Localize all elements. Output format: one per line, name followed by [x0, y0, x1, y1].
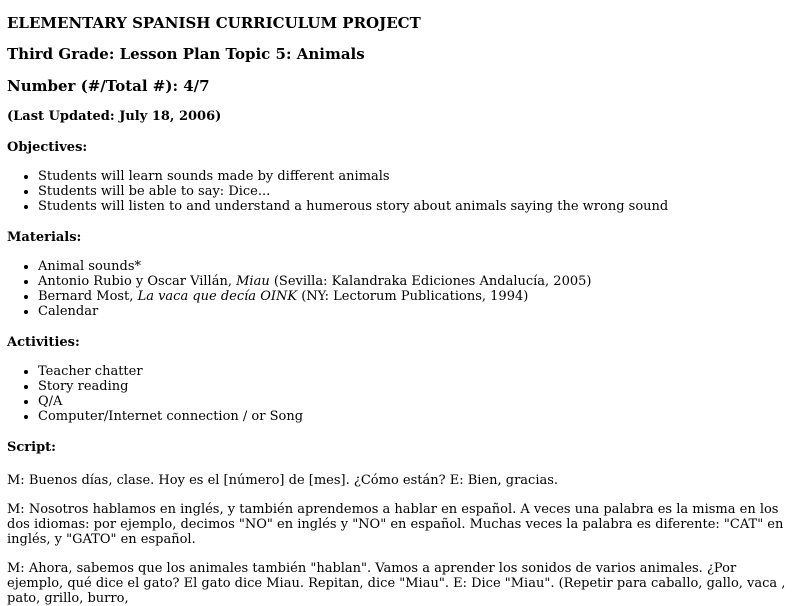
- activities-list: [7, 364, 793, 424]
- list-item: • Story reading: [38, 379, 793, 394]
- materials-list: [7, 259, 793, 319]
- list-item: • Students will be able to say: Dice...: [38, 184, 793, 199]
- list-item: • Students will learn sounds made by different animals: [38, 169, 793, 184]
- objectives-heading: Objectives:: [7, 140, 88, 155]
- script-paragraph: M: Ahora, sabemos que los animales también "hablan". Vamos a aprender los sonidos de varios animales. ¿Por ejemplo, qué dice el gato? El gato dice Miau. Repitan, dice "Miau". E: Dice "Miau". (Repetir para caballo, gallo, vaca , pato, grillo, burro,: [7, 561, 786, 606]
- material-publisher: (Sevilla: Kalandraka Ediciones Andalucía, 2005): [269, 274, 592, 289]
- list-item: • Computer/Internet connection / or Song: [38, 409, 793, 424]
- project-title: ELEMENTARY SPANISH CURRICULUM PROJECT: [7, 14, 421, 32]
- list-item: [38, 289, 793, 304]
- material-text: Animal sounds*: [38, 259, 142, 274]
- book-title: La vaca que decía OINK: [137, 289, 298, 304]
- lesson-title: Third Grade: Lesson Plan Topic 5: Animals: [7, 45, 365, 63]
- script-paragraph: M: Buenos días, clase. Hoy es el [número] de [mes]. ¿Cómo están? E: Bien, gracias.: [7, 473, 559, 488]
- script-heading: Script:: [7, 440, 56, 455]
- list-item: [38, 274, 793, 289]
- activities-heading: Activities:: [7, 335, 80, 350]
- material-publisher: (NY: Lectorum Publications, 1994): [297, 289, 529, 304]
- list-item: • Students will listen to and understand a humerous story about animals saying the wrong sound: [38, 199, 793, 214]
- list-item: • Q/A: [38, 394, 793, 409]
- material-text: Calendar: [38, 304, 99, 319]
- list-item: [38, 304, 793, 319]
- objectives-list: [7, 169, 793, 214]
- book-title: Miau: [236, 274, 270, 289]
- material-author: Bernard Most,: [38, 289, 138, 304]
- last-updated: (Last Updated: July 18, 2006): [7, 109, 222, 124]
- list-item: • Teacher chatter: [38, 364, 793, 379]
- lesson-number: Number (#/Total #): 4/7: [7, 77, 210, 95]
- material-author: Antonio Rubio y Oscar Villán,: [38, 274, 237, 289]
- script-paragraph: M: Nosotros hablamos en inglés, y también aprendemos a hablar en español. A veces una palabra es la misma en los dos idiomas: por ejemplo, decimos "NO" en inglés y "NO" en español. Muchas veces la palabra es diferente: "CAT" en inglés, y "GATO" en español.: [7, 502, 784, 547]
- materials-heading: Materials:: [7, 230, 82, 245]
- list-item: [38, 259, 793, 274]
